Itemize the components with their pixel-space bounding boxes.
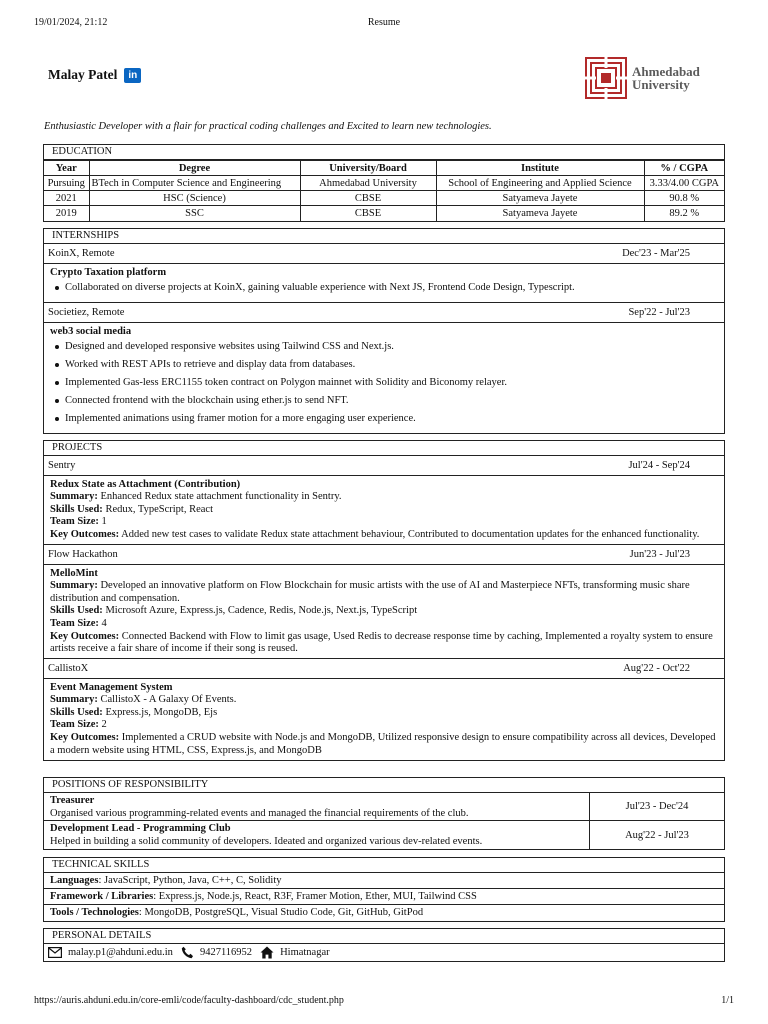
cell-year: 2021 xyxy=(44,191,89,206)
project-title: Event Management System xyxy=(50,682,173,694)
tagline: Enthusiastic Developer with a flair for practical coding challenges and Excited to learn new technologies. xyxy=(44,121,492,132)
position-row xyxy=(44,793,724,821)
university-logo-text xyxy=(632,65,700,91)
education-table xyxy=(44,160,724,221)
print-title: Resume xyxy=(367,17,401,28)
education-header-row xyxy=(44,161,724,176)
cell-cgpa: 89.2 % xyxy=(644,206,724,221)
project-summary: CallistoX - A Galaxy Of Events. xyxy=(100,694,237,706)
cell-year: Pursuing xyxy=(44,176,89,191)
project-summary: Developed an innovative platform on Flow Blockchain for music artists with the use of AI and Masterpiece NFTs, transforming music share distribution and compensation. xyxy=(50,579,690,604)
cell-board: CBSE xyxy=(300,191,436,206)
projects-section xyxy=(43,440,725,761)
cell-board: CBSE xyxy=(300,206,436,221)
project-block xyxy=(44,679,724,760)
project-skills: Microsoft Azure, Express.js, Cadence, Redis, Node.js, Next.js, TypeScript xyxy=(105,605,418,617)
skills-label: Skills Used: xyxy=(50,503,103,515)
summary-label: Summary: xyxy=(50,694,98,706)
name-row xyxy=(48,67,141,83)
internship-dates: Dec'23 - Mar'25 xyxy=(622,248,690,259)
team-label: Team Size: xyxy=(50,516,99,528)
skill-value: : JavaScript, Python, Java, C++, C, Solidity xyxy=(98,875,282,886)
phone-number[interactable]: 9427116952 xyxy=(199,947,253,958)
internship-title: web3 social media xyxy=(50,326,132,337)
skill-label: Framework / Libraries xyxy=(50,891,154,902)
project-block xyxy=(44,476,724,545)
col-header-board: University/Board xyxy=(300,161,436,176)
education-row xyxy=(44,176,724,191)
bullet-item: Designed and developed responsive websites using Tailwind CSS and Next.js. xyxy=(50,341,718,353)
position-dates: Jul'23 - Dec'24 xyxy=(625,801,689,812)
project-team: 1 xyxy=(101,516,107,528)
project-title: Redux State as Attachment (Contribution) xyxy=(50,479,241,490)
cell-board: Ahmedabad University xyxy=(300,176,436,191)
projects-heading: PROJECTS xyxy=(44,441,724,456)
print-datetime: 19/01/2024, 21:12 xyxy=(34,17,108,28)
skill-label: Languages xyxy=(50,875,99,886)
skills-label: Skills Used: xyxy=(50,706,103,718)
project-org: Flow Hackathon xyxy=(48,548,118,560)
summary-label: Summary: xyxy=(50,491,98,502)
cell-degree: HSC (Science) xyxy=(89,191,300,206)
bullet-item: Implemented animations using framer motion for a more engaging user experience. xyxy=(50,413,718,425)
col-header-degree: Degree xyxy=(89,161,300,176)
email-link[interactable]: malay.p1@ahduni.edu.in xyxy=(68,947,173,958)
team-label: Team Size: xyxy=(50,617,99,629)
skill-row xyxy=(44,889,724,905)
cell-degree: BTech in Computer Science and Engineering xyxy=(89,176,300,191)
internship-dates: Sep'22 - Jul'23 xyxy=(628,307,690,318)
education-row xyxy=(44,206,724,221)
col-header-institute: Institute xyxy=(436,161,644,176)
project-team: 4 xyxy=(101,617,107,629)
project-dates: Jun'23 - Jul'23 xyxy=(629,548,690,560)
position-title: Treasurer xyxy=(50,795,95,806)
skill-value: : Express.js, Node.js, React, R3F, Framer Motion, Ether, MUI, Tailwind CSS xyxy=(153,891,477,902)
university-logo-mark xyxy=(585,57,627,99)
skill-label: Tools / Technologies xyxy=(50,907,139,918)
skill-row xyxy=(44,873,724,889)
university-logo xyxy=(585,50,720,105)
linkedin-icon[interactable]: in xyxy=(124,68,141,83)
project-org-row xyxy=(44,545,724,565)
cell-year: 2019 xyxy=(44,206,89,221)
internships-section xyxy=(43,228,725,434)
education-row xyxy=(44,191,724,206)
skills-section xyxy=(43,857,725,922)
project-skills: Redux, TypeScript, React xyxy=(105,503,213,515)
project-org-row xyxy=(44,659,724,679)
position-title: Development Lead - Programming Club xyxy=(50,823,231,834)
skill-value: : MongoDB, PostgreSQL, Visual Studio Code, Git, GitHub, GitPod xyxy=(138,907,424,918)
outcomes-label: Key Outcomes: xyxy=(50,630,120,642)
cell-institute: School of Engineering and Applied Science xyxy=(436,176,644,191)
outcomes-label: Key Outcomes: xyxy=(50,732,120,744)
project-outcomes: Implemented a CRUD website with Node.js and MongoDB, Utilized responsive design to ensure compatibility across all devices, Developed a modern website using HTML, CSS, Express.js, and MongoDB xyxy=(50,732,716,756)
positions-section xyxy=(43,777,725,850)
project-org: CallistoX xyxy=(48,663,89,675)
project-block xyxy=(44,565,724,659)
position-desc: Organised various programming-related events and managed the financial requirements of the club. xyxy=(50,808,469,819)
positions-heading: POSITIONS OF RESPONSIBILITY xyxy=(44,778,724,793)
outcomes-label: Key Outcomes: xyxy=(50,529,120,541)
logo-line-1: Ahmedabad xyxy=(632,63,700,79)
bullet-item: Collaborated on diverse projects at KoinX, gaining valuable experience with Next JS, Frontend Code Design, Typescript. xyxy=(50,282,718,294)
home-icon xyxy=(260,946,274,959)
logo-line-2: University xyxy=(632,76,690,92)
position-dates: Aug'22 - Jul'23 xyxy=(625,829,689,841)
personal-section xyxy=(43,928,725,962)
mail-icon xyxy=(48,947,62,958)
personal-row xyxy=(44,944,724,961)
location: Himatnagar xyxy=(280,947,330,958)
skills-label: Skills Used: xyxy=(50,605,103,617)
internship-org-row xyxy=(44,244,724,264)
position-desc: Helped in building a solid community of developers. Ideated and organized various dev-related events. xyxy=(50,836,483,847)
phone-icon xyxy=(181,946,194,959)
project-dates: Aug'22 - Oct'22 xyxy=(623,663,690,675)
position-row xyxy=(44,821,724,849)
team-label: Team Size: xyxy=(50,719,99,731)
project-title: MelloMint xyxy=(50,567,98,579)
cell-institute: Satyameva Jayete xyxy=(436,206,644,221)
internship-org-row xyxy=(44,303,724,323)
internships-heading: INTERNSHIPS xyxy=(44,229,724,244)
internship-org: Societiez, Remote xyxy=(48,307,125,318)
candidate-name: Malay Patel xyxy=(48,67,118,82)
education-heading: EDUCATION xyxy=(44,145,724,160)
skills-heading: TECHNICAL SKILLS xyxy=(44,858,724,873)
bullet-item: Implemented Gas-less ERC1155 token contract on Polygon mainnet with Solidity and Biconomy relayer. xyxy=(50,377,718,389)
summary-label: Summary: xyxy=(50,579,98,591)
cell-institute: Satyameva Jayete xyxy=(436,191,644,206)
bullet-item: Worked with REST APIs to retrieve and display data from databases. xyxy=(50,359,718,371)
personal-heading: PERSONAL DETAILS xyxy=(44,929,724,944)
project-outcomes: Added new test cases to validate Redux state attachment behaviour, Contributed to documentation updates for the enhanced functionality. xyxy=(121,529,700,541)
print-page-number: 1/1 xyxy=(721,995,734,1006)
col-header-year: Year xyxy=(44,161,89,176)
project-org-row xyxy=(44,456,724,476)
project-outcomes: Connected Backend with Flow to limit gas usage, Used Redis to decrease response time by caching, Implemented a royalty system to ensure artists receive a fair share of income if their song is reused. xyxy=(50,630,713,655)
project-dates: Jul'24 - Sep'24 xyxy=(628,460,690,471)
col-header-cgpa: % / CGPA xyxy=(644,161,724,176)
education-section xyxy=(43,144,725,222)
skill-row xyxy=(44,905,724,921)
project-org: Sentry xyxy=(48,460,76,471)
project-skills: Express.js, MongoDB, Ejs xyxy=(105,706,218,718)
cell-cgpa: 3.33/4.00 CGPA xyxy=(644,176,724,191)
internship-block xyxy=(44,323,724,433)
print-url: https://auris.ahduni.edu.in/core-emli/code/faculty-dashboard/cdc_student.php xyxy=(34,995,344,1006)
project-summary: Enhanced Redux state attachment functionality in Sentry. xyxy=(100,491,342,502)
project-team: 2 xyxy=(101,719,107,731)
internship-org: KoinX, Remote xyxy=(48,248,115,259)
internship-title: Crypto Taxation platform xyxy=(50,267,167,278)
bullet-item: Connected frontend with the blockchain using ether.js to send NFT. xyxy=(50,395,718,407)
internship-block xyxy=(44,264,724,303)
cell-cgpa: 90.8 % xyxy=(644,191,724,206)
cell-degree: SSC xyxy=(89,206,300,221)
